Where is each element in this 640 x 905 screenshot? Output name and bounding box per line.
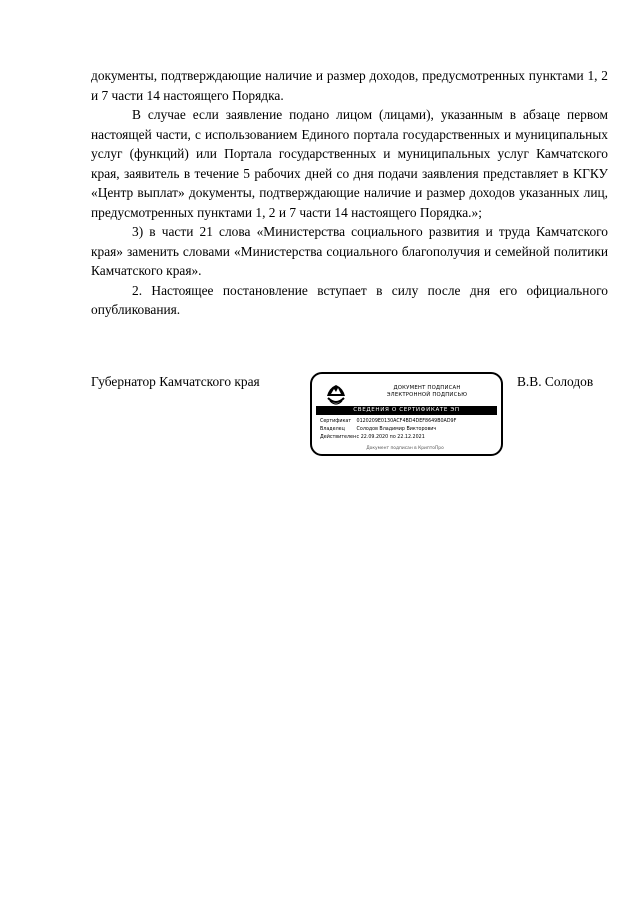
- stamp-cert-label: Сертификат: [320, 419, 352, 424]
- stamp-owner-value: Солодов Владимир Викторович: [356, 427, 437, 432]
- stamp-cert-value: 0120209E0130ACF4BD4DEF8649B0AD9F: [356, 419, 457, 424]
- stamp-row-validity: [320, 435, 425, 441]
- signatory-name: В.В. Солодов: [517, 374, 594, 389]
- paragraph-3: 3) в части 21 слова «Министерства социального развития и труда Камчатского края» заменить словами «Министерства социального благополучия и семейной политики Камчатского края».: [91, 224, 608, 278]
- stamp-valid-value: с 22.09.2020 по 22.12.2021: [356, 435, 425, 440]
- stamp-row-certificate: [320, 419, 456, 425]
- stamp-header-line2: ЭЛЕКТРОННОЙ ПОДПИСЬЮ: [386, 392, 468, 398]
- paragraph-4: 2. Настоящее постановление вступает в силу после дня его официального опубликования.: [91, 282, 608, 317]
- coat-of-arms-icon: [325, 382, 347, 408]
- stamp-owner-label: Владелец: [320, 427, 345, 432]
- signatory-title: Губернатор Камчатского края: [91, 374, 260, 389]
- stamp-row-owner: [320, 427, 436, 433]
- electronic-signature-stamp: [310, 372, 503, 456]
- stamp-header-line1: ДОКУМЕНТ ПОДПИСАН: [393, 385, 461, 391]
- paragraph-2: В случае если заявление подано лицом (лицами), указанным в абзаце первом настоящей части, с использованием Единого портала государственных и муниципальных услуг (функций) или Портала государственных и муниципальных услуг Камчатского края, заявитель в течение 5 рабочих дней со дня подачи заявления представляет в КГКУ «Центр выплат» документы, подтверждающие наличие и размер доходов указанных лиц, предусмотренных пунктами 1, 2 и 7 части 14 настоящего Порядка.»;: [91, 107, 608, 220]
- paragraph-1: документы, подтверждающие наличие и размер доходов, предусмотренных пунктами 1, 2 и 7 части 14 настоящего Порядка.: [91, 68, 608, 103]
- stamp-valid-label: Действителен: [320, 435, 357, 440]
- document-body: [91, 66, 608, 320]
- stamp-certificate-bar: СВЕДЕНИЯ О СЕРТИФИКАТЕ ЭП: [316, 406, 497, 415]
- stamp-header: [352, 385, 502, 399]
- stamp-footer: Документ подписан в КриптоПро: [366, 446, 444, 451]
